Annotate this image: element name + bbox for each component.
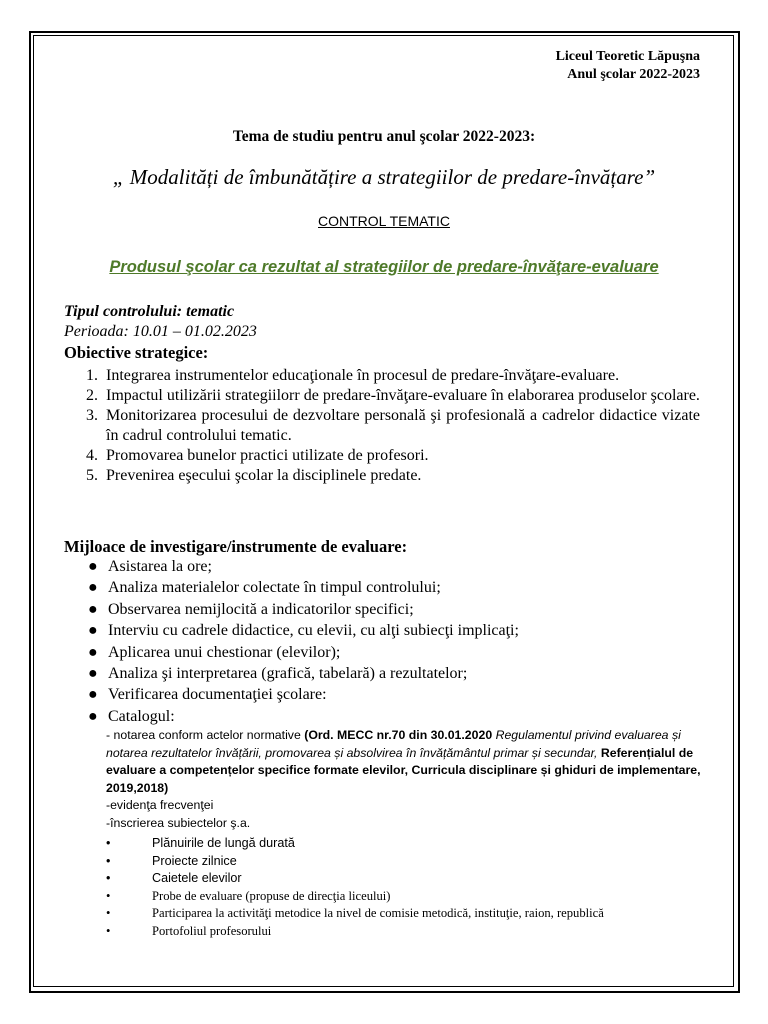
means-item: ● Verificarea documentaţiei şcolare: (88, 686, 327, 704)
bullet-icon: ● (88, 600, 98, 618)
document-item: • Caietele elevilor (106, 870, 604, 888)
bullet-icon: ● (88, 686, 98, 704)
means-item: ● Observarea nemijlocită a indicatorilor specifici; (88, 600, 414, 618)
means-item: ● Analiza materialelor colectate în timpul controlului; (88, 579, 441, 597)
means-item: ● Catalogul: (88, 707, 175, 725)
catalog-line: -înscrierea subiectelor ş.a. (106, 815, 251, 830)
means-item: ● Interviu cu cadrele didactice, cu elevii, cu alţi subiecţi implicaţi; (88, 622, 519, 640)
control-type: Tipul controlului: tematic (64, 303, 235, 320)
document-item: • Participarea la activităţi metodice la nivel de comisie metodică, instituţie, raion, republică (106, 905, 604, 923)
document-item: • Portofoliul profesorului (106, 923, 604, 941)
objectives-heading: Obiective strategice: (64, 343, 209, 362)
means-heading: Mijloace de investigare/instrumente de evaluare: (64, 537, 408, 556)
school-name: Liceul Teoretic Lăpuşna (555, 49, 700, 64)
theme-title: „ Modalități de îmbunătățire a strategiilor de predare-învățare” (112, 165, 656, 189)
objective-item: 1. Integrarea instrumentelor educaţionale în procesul de predare-învăţare-evaluare. (86, 367, 620, 384)
objectives-list (86, 366, 700, 486)
bullet-icon: • (106, 888, 111, 903)
bullet-icon: • (106, 871, 111, 886)
means-item: ● Asistarea la ore; (88, 558, 212, 575)
document-item: • Probe de evaluare (propuse de direcţia liceului) (106, 888, 604, 906)
document-item: • Plănuirile de lungă durată (106, 835, 604, 853)
theme-intro: Tema de studiu pentru anul şcolar 2022-2023: (232, 128, 536, 145)
catalog-notes (106, 727, 702, 832)
objective-item: 4. Promovarea bunelor practici utilizate de profesori. (86, 447, 429, 464)
control-label: CONTROL TEMATIC (318, 213, 450, 229)
bullet-icon: • (106, 906, 111, 921)
objective-item: 5. Prevenirea eşecului şcolar la disciplinele predate. (86, 467, 422, 484)
documents-list (106, 835, 604, 941)
bullet-icon: ● (88, 558, 98, 575)
means-item: ● Aplicarea unui chestionar (elevilor); (88, 643, 341, 661)
catalog-line: -evidenţa frecvenţei (106, 798, 214, 812)
bullet-icon: • (106, 853, 111, 868)
bullet-icon: ● (88, 622, 98, 640)
document-item: • Proiecte zilnice (106, 853, 604, 871)
bullet-icon: ● (88, 579, 98, 597)
means-item: ● Analiza şi interpretarea (grafică, tabelară) a rezultatelor; (88, 664, 468, 682)
catalog-paragraph: - notarea conform actelor normative (Ord. MECC nr.70 din 30.01.2020 Regulamentul privind evaluarea și notarea rezultatelor învățării, promovarea și absolvirea în învățământul primar și secundar, Referențialul de evaluare a competențelor specifice formate elevilor, Curricula disciplinare și ghiduri de implementare, 2019,2018) (106, 728, 701, 795)
bullet-icon: • (106, 836, 111, 850)
school-year: Anul şcolar 2022-2023 (567, 67, 700, 82)
bullet-icon: ● (88, 664, 98, 682)
bullet-icon: ● (88, 643, 98, 661)
objective-item: 2. Impactul utilizării strategiilorr de predare-învăţare-evaluare în elaborarea produselor şcolare. (86, 387, 700, 404)
means-list (86, 556, 519, 727)
bullet-icon: • (106, 923, 111, 938)
control-period: Perioada: 10.01 – 01.02.2023 (64, 323, 257, 340)
objective-item: 3. Monitorizarea procesului de dezvoltare personală şi profesională a cadrelor didactice vizate în cadrul controlului tematic. (86, 407, 700, 444)
product-title: Produsul şcolar ca rezultat al strategiilor de predare-învăţare-evaluare (109, 258, 659, 276)
bullet-icon: ● (88, 707, 98, 725)
